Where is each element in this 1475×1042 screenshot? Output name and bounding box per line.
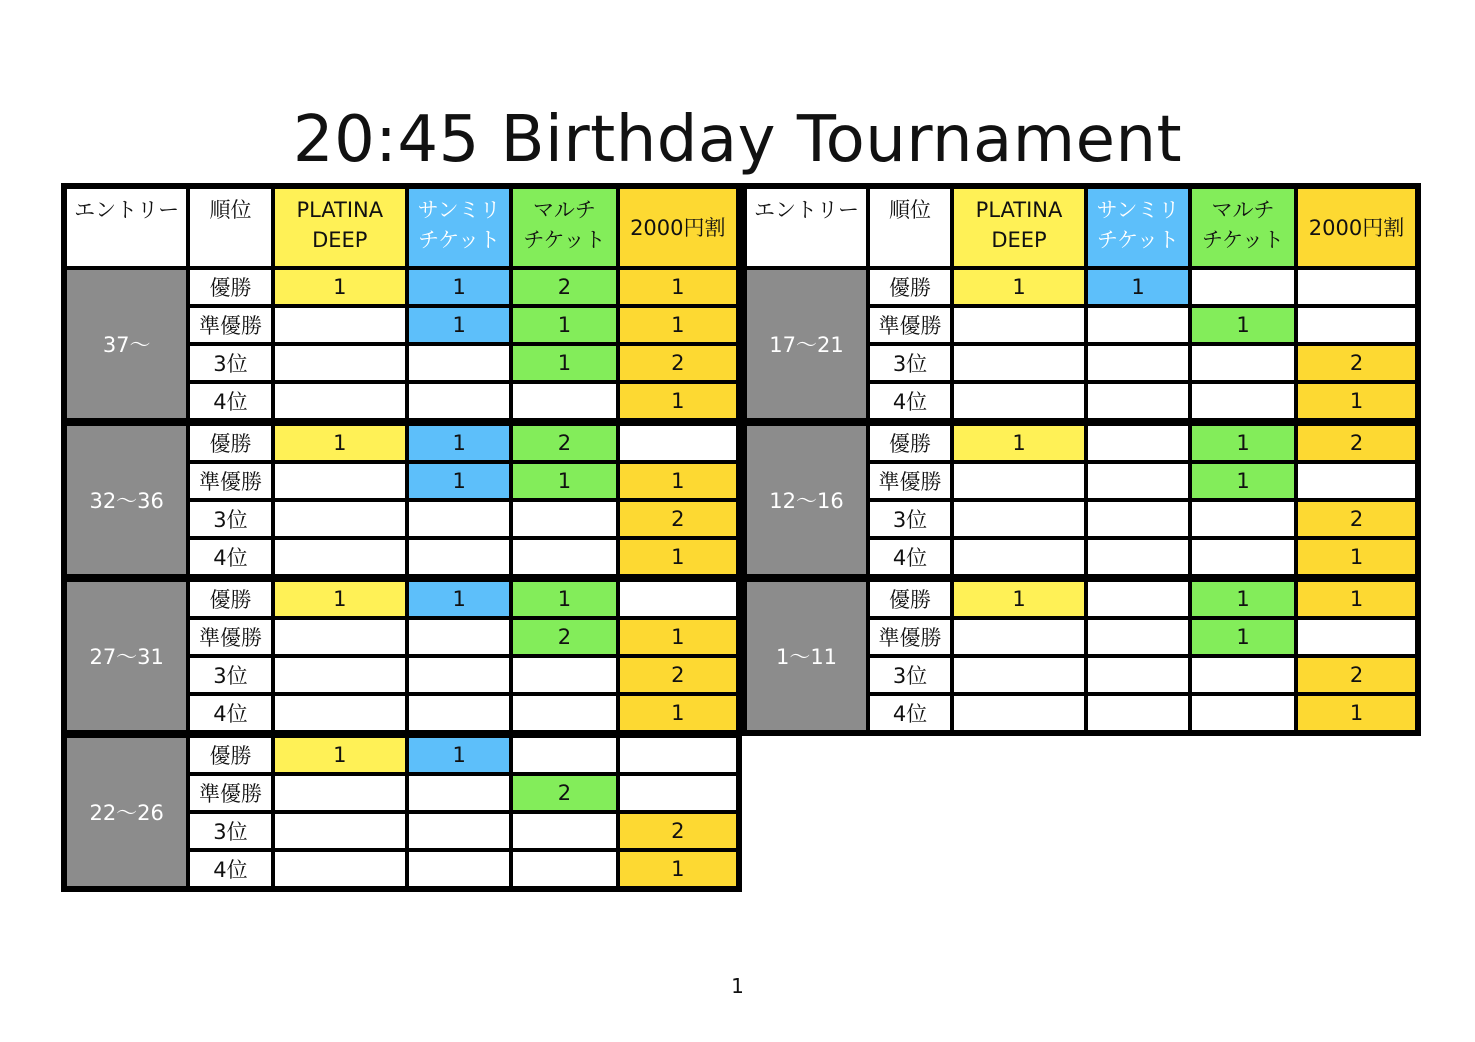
platina-cell: 1 [273,422,407,462]
rank-cell: 優勝 [868,578,952,618]
multi-cell: 1 [1190,618,1296,656]
multi-cell: 2 [511,774,617,812]
platina-cell: 1 [273,734,407,774]
platina-cell [952,618,1086,656]
rank-cell: 準優勝 [188,774,272,812]
multi-cell [511,850,617,889]
multi-cell: 1 [511,462,617,500]
platina-cell [952,462,1086,500]
header-2000yen-discount [1296,186,1418,268]
header-multi-line2: チケット [523,228,606,252]
yen-cell: 1 [618,268,739,306]
yen-cell: 2 [1296,500,1418,538]
header-rank-label: 順位 [209,198,252,222]
sunmiri-cell [407,656,511,694]
multi-cell: 1 [511,344,617,382]
yen-cell [618,578,739,618]
prize-table-left [61,183,742,892]
header-multi-ticket [1190,186,1296,268]
sunmiri-cell [1086,344,1190,382]
rank-cell: 準優勝 [868,306,952,344]
yen-cell: 2 [618,812,739,850]
multi-cell [511,382,617,422]
platina-cell [273,462,407,500]
multi-cell [1190,538,1296,578]
sunmiri-cell: 1 [407,734,511,774]
entry-range-cell: 1〜11 [744,578,868,733]
platina-cell [273,774,407,812]
sunmiri-cell [407,344,511,382]
header-multi-ticket [511,186,617,268]
multi-cell [511,656,617,694]
platina-cell: 1 [273,268,407,306]
sunmiri-cell [1086,462,1190,500]
yen-cell: 2 [618,500,739,538]
sunmiri-cell: 1 [407,422,511,462]
rank-cell: 4位 [188,694,272,734]
sunmiri-cell: 1 [407,578,511,618]
rank-cell: 3位 [188,812,272,850]
sunmiri-cell: 1 [407,306,511,344]
entry-range-cell: 22〜26 [64,734,188,889]
multi-cell: 1 [511,306,617,344]
rank-cell: 3位 [868,500,952,538]
sunmiri-cell [1086,382,1190,422]
sunmiri-cell [407,694,511,734]
header-rank-label: 順位 [889,198,931,222]
entry-range-cell: 37〜 [64,268,188,422]
rank-cell: 準優勝 [188,306,272,344]
sunmiri-cell [407,774,511,812]
sunmiri-cell [407,812,511,850]
page-title: 20:45 Birthday Tournament [292,103,1183,177]
multi-cell: 1 [1190,306,1296,344]
header-multi-line2: チケット [1201,228,1285,252]
yen-cell: 2 [618,344,739,382]
yen-cell [1296,618,1418,656]
multi-cell [1190,268,1296,306]
sunmiri-cell [1086,306,1190,344]
multi-cell: 1 [1190,578,1296,618]
header-rank [188,186,272,268]
platina-cell [273,344,407,382]
header-multi-line1: マルチ [532,198,596,222]
rank-cell: 4位 [188,382,272,422]
header-yen-label: 2000円割 [630,215,726,240]
platina-cell [273,538,407,578]
rank-cell: 準優勝 [868,462,952,500]
entry-range-cell: 32〜36 [64,422,188,578]
multi-cell [1190,344,1296,382]
sunmiri-cell [407,538,511,578]
header-sunmiri-line2: チケット [1096,228,1180,252]
platina-cell [273,382,407,422]
platina-cell: 1 [273,578,407,618]
multi-cell [1190,382,1296,422]
platina-cell [273,850,407,889]
platina-cell [273,656,407,694]
yen-cell: 2 [1296,344,1418,382]
yen-cell [1296,462,1418,500]
platina-cell [273,618,407,656]
table-row [64,578,739,618]
yen-cell [1296,306,1418,344]
rank-cell: 4位 [868,382,952,422]
yen-cell: 1 [618,850,739,889]
platina-cell [273,694,407,734]
yen-cell: 1 [1296,382,1418,422]
sunmiri-cell: 1 [407,462,511,500]
rank-cell: 3位 [188,656,272,694]
sunmiri-cell [1086,656,1190,694]
yen-cell: 1 [618,382,739,422]
yen-cell [618,774,739,812]
multi-cell: 1 [1190,462,1296,500]
multi-cell [1190,694,1296,733]
header-platina-line1: PLATINA [975,198,1063,222]
multi-cell [511,694,617,734]
header-sunmiri-line2: チケット [418,228,501,252]
multi-cell [511,734,617,774]
sunmiri-cell: 1 [407,268,511,306]
header-entry [744,186,868,268]
platina-cell [273,812,407,850]
rank-cell: 3位 [188,344,272,382]
multi-cell: 2 [511,422,617,462]
platina-cell: 1 [952,268,1086,306]
prize-table-right [741,183,1421,736]
multi-cell: 1 [511,578,617,618]
rank-cell: 3位 [188,500,272,538]
entry-range-cell: 17〜21 [744,268,868,422]
table-row [64,268,739,306]
header-entry [64,186,188,268]
platina-cell [273,306,407,344]
header-sunmiri-ticket [407,186,511,268]
rank-cell: 優勝 [868,422,952,462]
rank-cell: 優勝 [188,268,272,306]
header-entry-label: エントリー [74,198,180,222]
rank-cell: 優勝 [188,578,272,618]
header-row [744,186,1418,268]
multi-cell: 1 [1190,422,1296,462]
platina-cell [952,344,1086,382]
yen-cell [618,422,739,462]
sunmiri-cell [1086,500,1190,538]
sunmiri-cell [407,618,511,656]
rank-cell: 4位 [188,538,272,578]
yen-cell: 1 [1296,538,1418,578]
platina-cell [273,500,407,538]
header-platina-deep [952,186,1086,268]
entry-range-cell: 12〜16 [744,422,868,578]
platina-cell: 1 [952,422,1086,462]
rank-cell: 3位 [868,344,952,382]
multi-cell: 2 [511,618,617,656]
yen-cell [618,734,739,774]
yen-cell: 1 [1296,694,1418,733]
header-yen-label: 2000円割 [1308,215,1405,240]
yen-cell: 2 [1296,656,1418,694]
header-rank [868,186,952,268]
header-2000yen-discount [618,186,739,268]
sunmiri-cell [1086,538,1190,578]
platina-cell [952,500,1086,538]
yen-cell [1296,268,1418,306]
table-row [64,734,739,774]
table-row [744,578,1418,618]
platina-cell [952,538,1086,578]
rank-cell: 4位 [868,538,952,578]
header-sunmiri-line1: サンミリ [417,198,501,222]
multi-cell: 2 [511,268,617,306]
yen-cell: 2 [1296,422,1418,462]
header-platina-line2: DEEP [991,228,1047,252]
sunmiri-cell [1086,422,1190,462]
yen-cell: 1 [618,618,739,656]
table-body-left [64,268,739,889]
header-row [64,186,739,268]
sunmiri-cell [1086,694,1190,733]
platina-cell: 1 [952,578,1086,618]
table-row [744,268,1418,306]
multi-cell [511,500,617,538]
platina-cell [952,694,1086,733]
page-number: 1 [731,974,744,998]
rank-cell: 準優勝 [188,618,272,656]
sunmiri-cell [1086,618,1190,656]
yen-cell: 1 [618,306,739,344]
header-sunmiri-line1: サンミリ [1096,198,1180,222]
entry-range-cell: 27〜31 [64,578,188,734]
yen-cell: 1 [618,462,739,500]
table-row [64,422,739,462]
header-entry-label: エントリー [754,198,859,222]
rank-cell: 4位 [868,694,952,733]
platina-cell [952,382,1086,422]
sunmiri-cell [407,850,511,889]
rank-cell: 準優勝 [868,618,952,656]
rank-cell: 優勝 [188,422,272,462]
yen-cell: 2 [618,656,739,694]
platina-cell [952,306,1086,344]
header-sunmiri-ticket [1086,186,1190,268]
yen-cell: 1 [618,538,739,578]
sunmiri-cell [407,382,511,422]
yen-cell: 1 [1296,578,1418,618]
sunmiri-cell [407,500,511,538]
header-platina-line2: DEEP [312,228,368,252]
yen-cell: 1 [618,694,739,734]
platina-cell [952,656,1086,694]
rank-cell: 3位 [868,656,952,694]
multi-cell [511,538,617,578]
rank-cell: 優勝 [188,734,272,774]
table-row [744,422,1418,462]
header-multi-line1: マルチ [1211,198,1275,222]
rank-cell: 準優勝 [188,462,272,500]
multi-cell [511,812,617,850]
header-platina-deep [273,186,407,268]
sunmiri-cell: 1 [1086,268,1190,306]
multi-cell [1190,500,1296,538]
sunmiri-cell [1086,578,1190,618]
header-platina-line1: PLATINA [296,198,384,222]
rank-cell: 優勝 [868,268,952,306]
multi-cell [1190,656,1296,694]
table-body-right [744,268,1418,733]
rank-cell: 4位 [188,850,272,889]
